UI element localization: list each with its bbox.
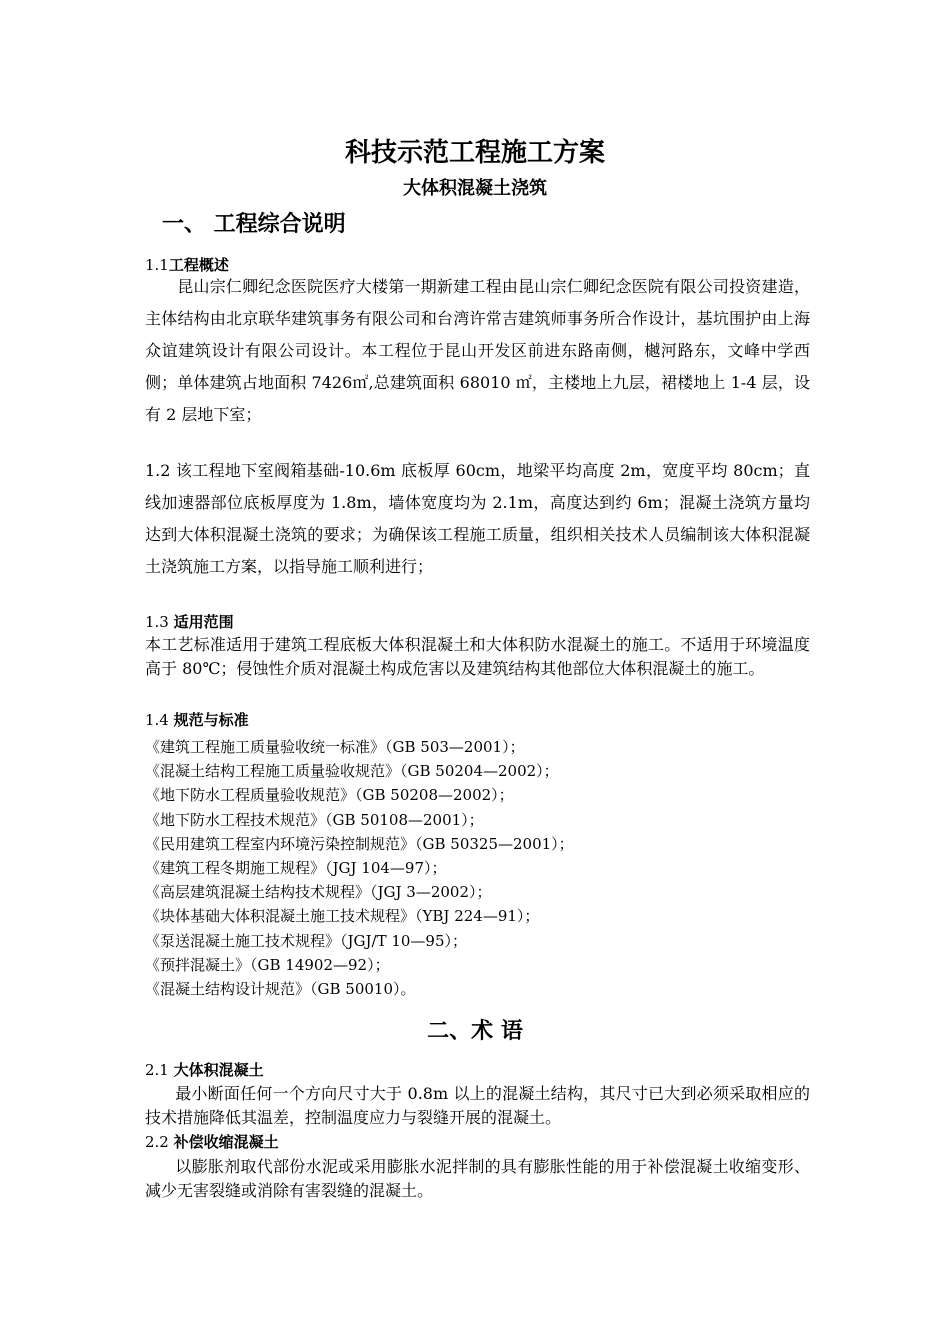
section-label: 大体积混凝土 xyxy=(173,1061,264,1079)
document-subtitle: 大体积混凝土浇筑 xyxy=(403,178,547,199)
standards-list xyxy=(145,735,574,1001)
shrinkage-compensating-definition xyxy=(145,1155,810,1203)
standard-item: 《建筑工程施工质量验收统一标准》（GB 503—2001）； xyxy=(145,738,525,756)
definition-text: 以膨胀剂取代部份水泥或采用膨胀水泥拌制的具有膨胀性能的用于补偿混凝土收缩变形、减少无害裂缝或消除有害裂缝的混凝土。 xyxy=(145,1157,810,1200)
section-1-heading: 一、 工程综合说明 xyxy=(162,212,346,237)
section-number: 1.1 xyxy=(145,256,169,274)
standard-item: 《地下防水工程技术规范》（GB 50108—2001）； xyxy=(145,810,484,829)
section-number: 1.3 xyxy=(145,613,169,631)
mass-concrete-definition xyxy=(145,1082,810,1130)
standard-item: 《民用建筑工程室内环境污染控制规范》（GB 50325—2001）； xyxy=(145,834,574,853)
standard-item: 《块体基础大体积混凝土施工技术规程》（YBJ 224—91）； xyxy=(145,907,540,926)
section-label: 规范与标准 xyxy=(173,711,249,729)
scope-paragraph: 本工艺标准适用于建筑工程底板大体积混凝土和大体积防水混凝土的施工。不适用于环境温度高于 80℃；侵蚀性介质对混凝土构成危害以及建筑结构其他部位大体积混凝土的施工。 xyxy=(145,635,810,678)
standard-item: 《混凝土结构工程施工质量验收规范》（GB 50204—2002）； xyxy=(145,762,559,781)
standard-item: 《混凝土结构设计规范》（GB 50010）。 xyxy=(145,980,416,999)
section-label: 适用范围 xyxy=(173,613,234,631)
standard-item: 《高层建筑混凝土结构技术规程》（JGJ 3—2002）； xyxy=(145,883,492,902)
section-number: 2.2 xyxy=(145,1133,169,1151)
document-title: 科技示范工程施工方案 xyxy=(344,138,605,168)
foundation-paragraph: 1.2 该工程地下室阀箱基础-10.6m 底板厚 60cm，地梁平均高度 2m，宽度平均 80cm；直线加速器部位底板厚度为 1.8m，墙体宽度均为 2.1m，高度达到约 6m；混凝土浇筑方量均达到大体积混凝土浇筑的要求；为确保该工程施工质量，组织相关技术人员编制该大体积混凝土浇筑施工方案，以指导施工顺利进行； xyxy=(145,461,810,576)
section-label: 补偿收缩混凝土 xyxy=(173,1133,279,1151)
section-1-4-heading xyxy=(145,710,249,730)
standard-item: 《泵送混凝土施工技术规程》（JGJ/T 10—95）； xyxy=(145,931,468,950)
section-2-heading: 二、术 语 xyxy=(427,1019,523,1044)
section-number: 1.4 xyxy=(145,711,169,729)
section-label: 工程概述 xyxy=(168,256,229,274)
section-number: 2.1 xyxy=(145,1061,169,1079)
section-1-3-heading xyxy=(145,612,234,632)
definition-text: 最小断面任何一个方向尺寸大于 0.8m 以上的混凝土结构，其尺寸已大到必须采取相应的技术措施降低其温差，控制温度应力与裂缝开展的混凝土。 xyxy=(145,1084,810,1127)
standard-item: 《预拌混凝土》（GB 14902—92）； xyxy=(145,955,390,974)
overview-paragraph xyxy=(145,271,810,431)
section-2-2-heading xyxy=(145,1132,279,1152)
standard-item: 《地下防水工程质量验收规范》（GB 50208—2002）； xyxy=(145,786,514,805)
section-2-1-heading xyxy=(145,1060,264,1080)
standard-item: 《建筑工程冬期施工规程》（JGJ 104—97）； xyxy=(145,859,447,878)
overview-text: 昆山宗仁卿纪念医院医疗大楼第一期新建工程由昆山宗仁卿纪念医院有限公司投资建造，主体结构由北京联华建筑事务有限公司和台湾许常吉建筑师事务所合作设计，基坑围护由上海众谊建筑设计有限公司设计。本工程位于昆山开发区前进东路南侧，樾河路东，文峰中学西侧；单体建筑占地面积 7426㎡,总建筑面积 68010 ㎡，主楼地上九层，裙楼地上 1-4 层，设有 2 层地下室； xyxy=(145,277,810,424)
